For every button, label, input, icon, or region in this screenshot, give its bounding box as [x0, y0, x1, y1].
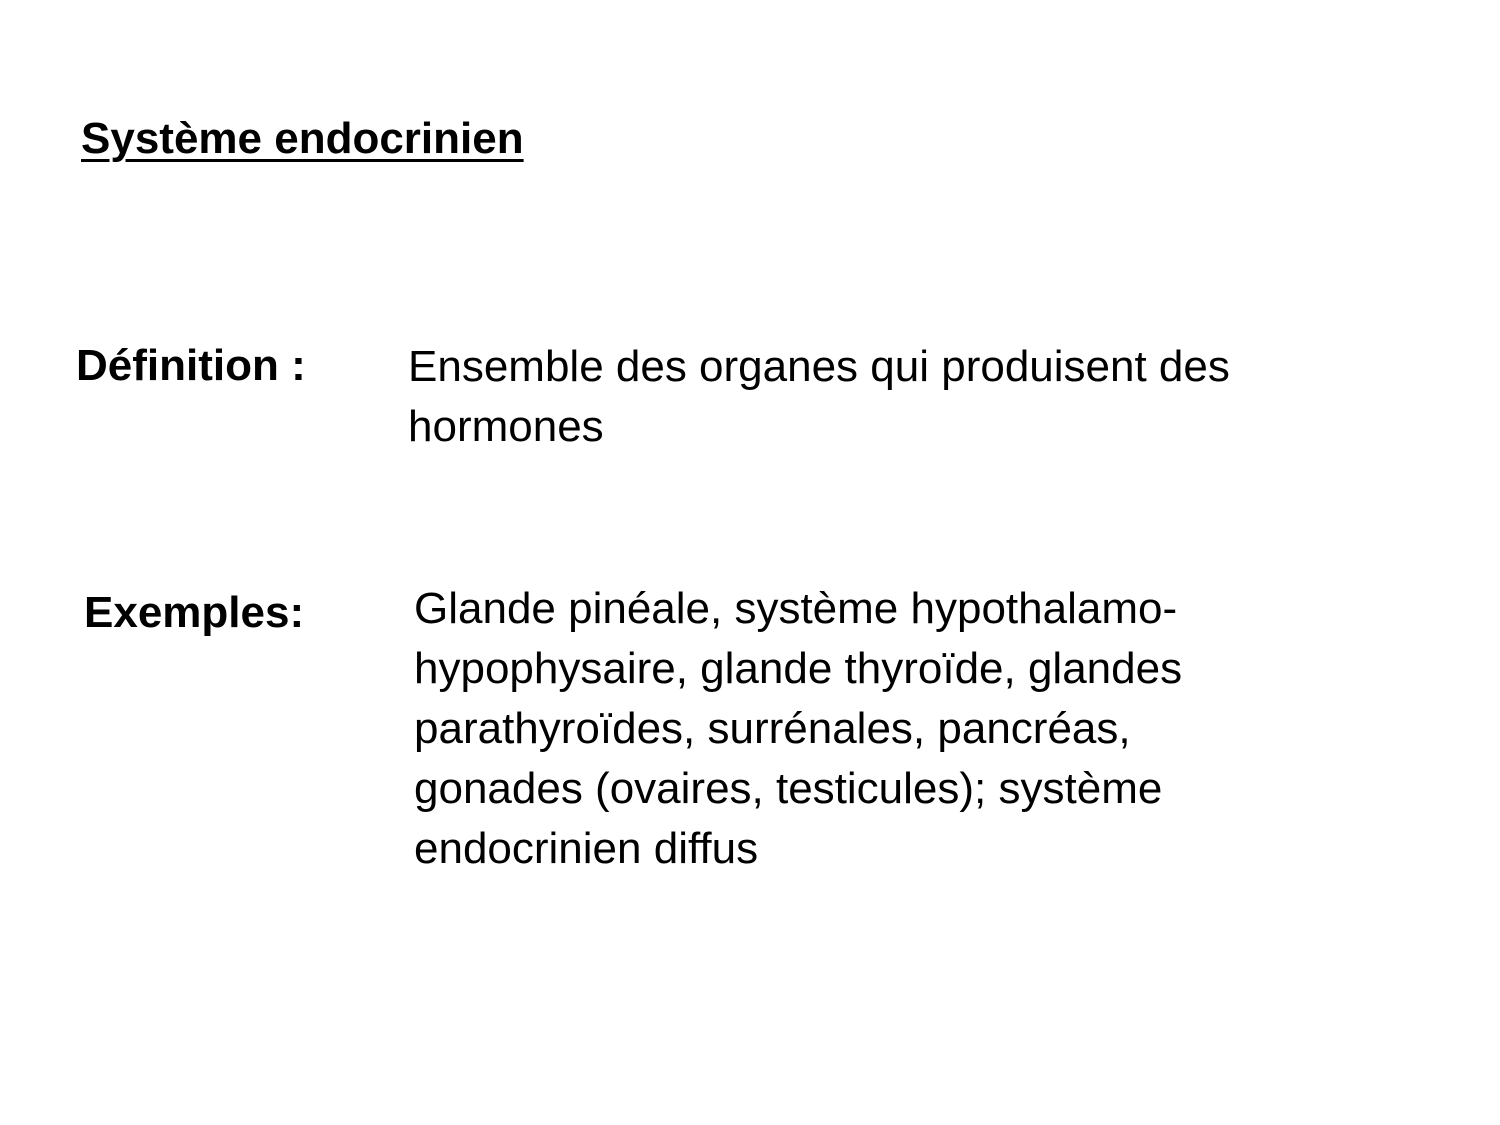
definition-line: Ensemble des organes qui produisent des — [408, 342, 1230, 391]
examples-label: Exemples: — [84, 588, 305, 637]
examples-line: hypophysaire, glande thyroïde, glandes — [414, 644, 1183, 693]
examples-text — [414, 579, 1182, 879]
definition-line: hormones — [408, 402, 604, 451]
examples-line: endocrinien diffus — [414, 824, 759, 873]
definition-text — [408, 337, 1230, 457]
examples-line: Glande pinéale, système hypothalamo- — [414, 584, 1178, 633]
slide-title: Système endocrinien — [81, 114, 524, 163]
examples-line: parathyroïdes, surrénales, pancréas, — [414, 704, 1131, 753]
definition-label: Définition : — [76, 341, 306, 390]
examples-line: gonades (ovaires, testicules); système — [414, 764, 1163, 813]
